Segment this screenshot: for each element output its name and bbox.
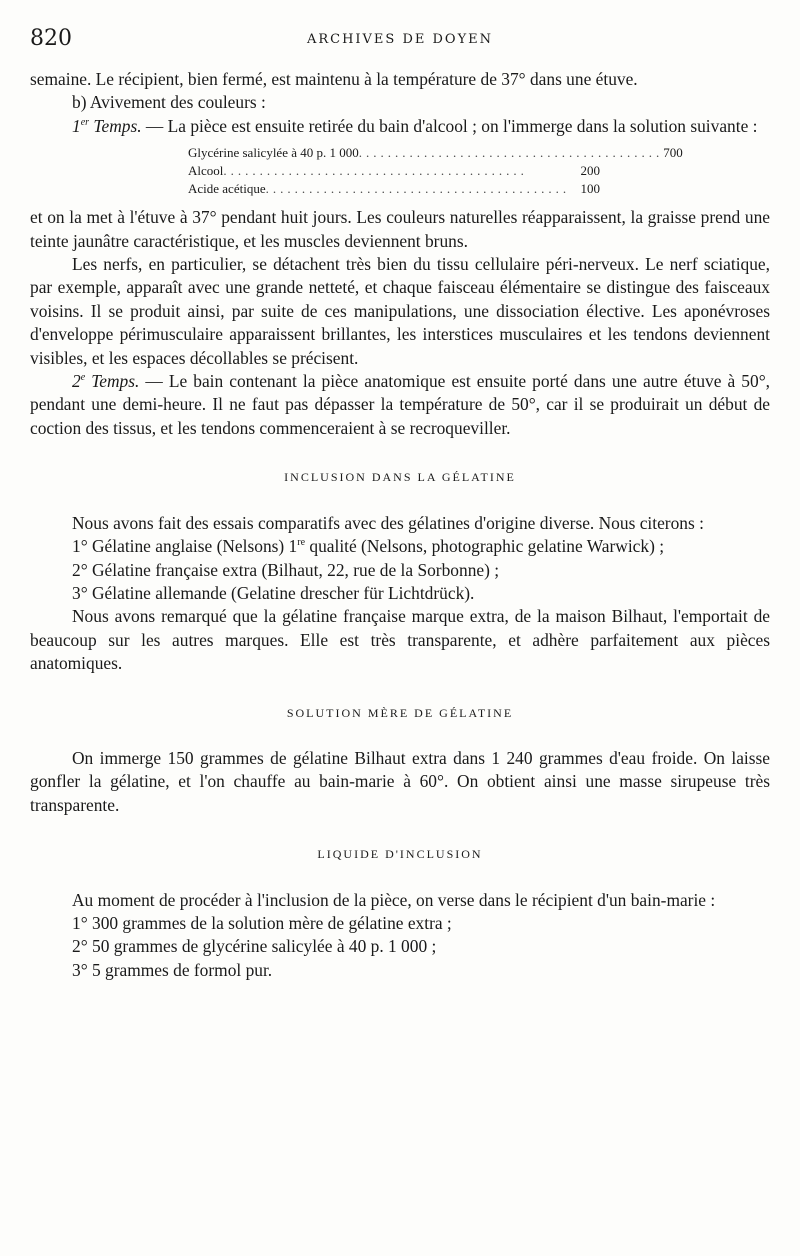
leader-dots: ..........................................: [223, 163, 528, 179]
section-heading: SOLUTION MÈRE DE GÉLATINE: [286, 705, 514, 720]
paragraph: On immerge 150 grammes de gélatine Bilhaut extra dans 1 240 grammes d'eau froide. On laisse gonfler la gélatine, et l'on chauffe au bain-marie à 60°. On obtient ainsi une masse sirupeuse très transparente.: [30, 747, 770, 815]
subheading-avivement: b) Avivement des couleurs :: [72, 92, 266, 113]
recipe-table: [188, 144, 683, 198]
list-item: 1° Gélatine anglaise (Nelsons) 1re qualité (Nelsons, photographic gelatine Warwick) ;: [72, 536, 665, 557]
section-heading: LIQUIDE D'INCLUSION: [317, 847, 483, 862]
section-heading: INCLUSION DANS LA GÉLATINE: [284, 470, 516, 485]
list-item: 1° 300 grammes de la solution mère de gélatine extra ;: [72, 912, 452, 933]
step-label: 2e Temps.: [72, 371, 140, 392]
paragraph: et on la met à l'étuve à 37° pendant huit jours. Les couleurs naturelles réapparaissent, la graisse prend une teinte jaunâtre caractéristique, et les muscles deviennent bruns.: [30, 207, 770, 251]
recipe-row: Glycérine salicylée à 40 p. 1 000 .......................................... 700: [188, 145, 683, 161]
paragraph: Nous avons fait des essais comparatifs avec des gélatines d'origine diverse. Nous citerons :: [72, 512, 704, 533]
paragraph: semaine. Le récipient, bien fermé, est maintenu à la température de 37° dans une étuve.: [30, 69, 638, 89]
page-header: [30, 26, 770, 52]
list-item: 3° Gélatine allemande (Gelatine drescher für Lichtdrück).: [72, 582, 475, 603]
page-body: [30, 68, 770, 982]
paragraph-first-time: 1er Temps. — La pièce est ensuite retirée du bain d'alcool ; on l'immerge dans la solution suivante :: [72, 115, 758, 136]
paragraph: Les nerfs, en particulier, se détachent très bien du tissu cellulaire péri-nerveux. Le nerf sciatique, par exemple, apparaît avec une grande netteté, et chaque faisceau élémentaire se distingue des faisceaux voisins. Il se produit ainsi, par suite de ces manipulations, une dissociation élective. Les aponévroses d'enveloppe périmusculaire apparaissent brillantes, les interstices musculaires et les tendons deviennent visibles, et les espaces décollables se précisent.: [30, 254, 770, 368]
recipe-row: Alcool .......................................... 200: [188, 163, 600, 179]
step-label: 1er Temps.: [72, 115, 142, 136]
paragraph: Au moment de procéder à l'inclusion de la pièce, on verse dans le récipient d'un bain-marie :: [72, 889, 716, 910]
list-item: 3° 5 grammes de formol pur.: [72, 959, 273, 980]
page-number: 820: [30, 26, 72, 51]
running-title: ARCHIVES DE DOYEN: [306, 32, 494, 47]
leader-dots: ..........................................: [358, 145, 664, 161]
leader-dots: ..........................................: [265, 181, 571, 197]
list-item: 2° 50 grammes de glycérine salicylée à 40 p. 1 000 ;: [72, 936, 437, 957]
paragraph: Nous avons remarqué que la gélatine française marque extra, de la maison Bilhaut, l'emportait de beaucoup sur les autres marques. Elle est très transparente, et adhère parfaitement aux pièces anatomiques.: [30, 606, 770, 674]
list-item: 2° Gélatine française extra (Bilhaut, 22, rue de la Sorbonne) ;: [72, 559, 500, 580]
recipe-row: Acide acétique .......................................... 100: [188, 181, 600, 197]
paragraph-second-time: 2e Temps. — Le bain contenant la pièce anatomique est ensuite porté dans une autre étuve à 50°, pendant une demi-heure. Il ne faut pas dépasser la température de 50°, car il se produirait un début de coction des tissus, et les tendons commenceraient à se recroqueviller.: [30, 371, 770, 438]
